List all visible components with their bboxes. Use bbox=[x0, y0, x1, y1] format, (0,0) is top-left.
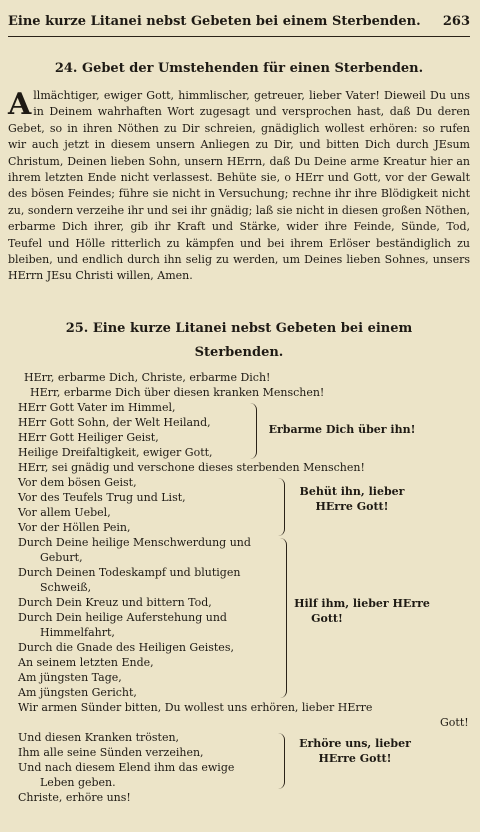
litany-line: HErr Gott Vater im Himmel, bbox=[18, 401, 176, 414]
litany-line: Durch Dein Kreuz und bittern Tod, bbox=[18, 596, 212, 609]
litany-line: Vor allem Uebel, bbox=[18, 506, 111, 519]
litany-line: Durch die Gnade des Heiligen Geistes, bbox=[18, 641, 234, 654]
litany-line: Gott! bbox=[440, 716, 469, 729]
litany-line: Christe, erhöre uns! bbox=[18, 791, 131, 804]
response-2-line1: Behüt ihn, lieber bbox=[299, 485, 405, 498]
section-25-title-line1: 25. Eine kurze Litanei nebst Gebeten bei einem bbox=[65, 321, 413, 336]
litany-line: Am jüngsten Tage, bbox=[18, 671, 122, 684]
litany-line: HErr, erbarme Dich über diesen kranken Menschen! bbox=[30, 386, 325, 399]
litany-line: Vor des Teufels Trug und List, bbox=[18, 491, 186, 504]
litany-line: Und nach diesem Elend ihm das ewige bbox=[18, 761, 235, 774]
section-25-title-line2: Sterbenden. bbox=[194, 345, 284, 360]
litany-line: Ihm alle seine Sünden verzeihen, bbox=[18, 746, 204, 759]
section-24-title: 24. Gebet der Umstehenden für einen Sterbenden. bbox=[54, 61, 424, 76]
litany-line: HErr Gott Sohn, der Welt Heiland, bbox=[18, 416, 211, 429]
litany-line: Vor der Höllen Pein, bbox=[18, 521, 131, 534]
litany-line: HErr, erbarme Dich, Christe, erbarme Dich! bbox=[24, 371, 271, 384]
litany-line: An seinem letzten Ende, bbox=[18, 656, 154, 669]
litany-line: HErr Gott Heiliger Geist, bbox=[18, 431, 159, 444]
litany-line: Leben geben. bbox=[40, 776, 116, 789]
litany-line: Geburt, bbox=[40, 551, 83, 564]
brace bbox=[278, 478, 285, 536]
response-2-line2: HErre Gott! bbox=[315, 500, 389, 513]
running-title: Eine kurze Litanei nebst Gebeten bei einem Sterbenden. bbox=[8, 14, 421, 29]
section-24-prayer bbox=[8, 88, 470, 285]
response-4-line2: HErre Gott! bbox=[318, 752, 392, 765]
page-number: 263 bbox=[442, 14, 470, 29]
litany-line: Schweiß, bbox=[40, 581, 92, 594]
litany-line: Himmelfahrt, bbox=[40, 626, 115, 639]
litany-line: HErr, sei gnädig und verschone dieses sterbenden Menschen! bbox=[18, 461, 365, 474]
litany-line: Durch Deine heilige Menschwerdung und bbox=[18, 536, 251, 549]
litany-line: Durch Dein heilige Auferstehung und bbox=[18, 611, 227, 624]
litany-line: Durch Deinen Todeskampf und blutigen bbox=[18, 566, 241, 579]
litany-line: Wir armen Sünder bitten, Du wollest uns erhören, lieber HErre bbox=[18, 701, 373, 714]
response-1: Erbarme Dich über ihn! bbox=[268, 423, 416, 436]
litany-line: Heilige Dreifaltigkeit, ewiger Gott, bbox=[18, 446, 213, 459]
drop-cap: A bbox=[8, 87, 32, 122]
header-rule bbox=[8, 36, 470, 37]
response-3-line1: Hilf ihm, lieber HErre bbox=[294, 597, 430, 610]
running-header bbox=[8, 14, 470, 29]
response-4-line1: Erhöre uns, lieber bbox=[299, 737, 411, 750]
litany-line: Am jüngsten Gericht, bbox=[18, 686, 137, 699]
litany-line: Vor dem bösen Geist, bbox=[18, 476, 137, 489]
brace bbox=[278, 733, 285, 789]
section-24-text: llmächtiger, ewiger Gott, himmlischer, getreuer, lieber Vater! Dieweil Du uns in Deinem wahrhaften Wort zugesagt und versprochen hast, daß Du deren Gebet, so in ihren Nöthen zu Dir schreien, gnädiglich wollest erhören: so rufen wir auch jetzt in diesem unsern Anliegen zu Dir, und bitten Dich durch JEsum Christum, Deinen lieben Sohn, unsern HErrn, daß Du Deine arme Kreatur hier an ihrem letzten Ende nicht verlassest. Behüte sie, o HErr und Gott, vor der Gewalt des bösen Feindes; führe sie nicht in Versuchung; rechne ihr ihre Blödigkeit nicht zu, sondern verzeihe ihr und sei ihr gnädig; laß sie nicht in diesen großen Nöthen, erbarme Dich ihrer, gib ihr Kraft und Stärke, wider ihre Feinde, Sünde, Tod, Teufel und Hölle ritterlich zu kämpfen und bei ihrem Erlöser beständiglich zu bleiben, und endlich durch ihn selig zu werden, um Deines lieben Sohnes, unsers HErrn JEsu Christi willen, Amen. bbox=[8, 89, 470, 283]
brace bbox=[250, 403, 257, 459]
response-3-line2: Gott! bbox=[311, 612, 343, 625]
brace bbox=[280, 538, 287, 698]
litany-line: Und diesen Kranken trösten, bbox=[18, 731, 180, 744]
